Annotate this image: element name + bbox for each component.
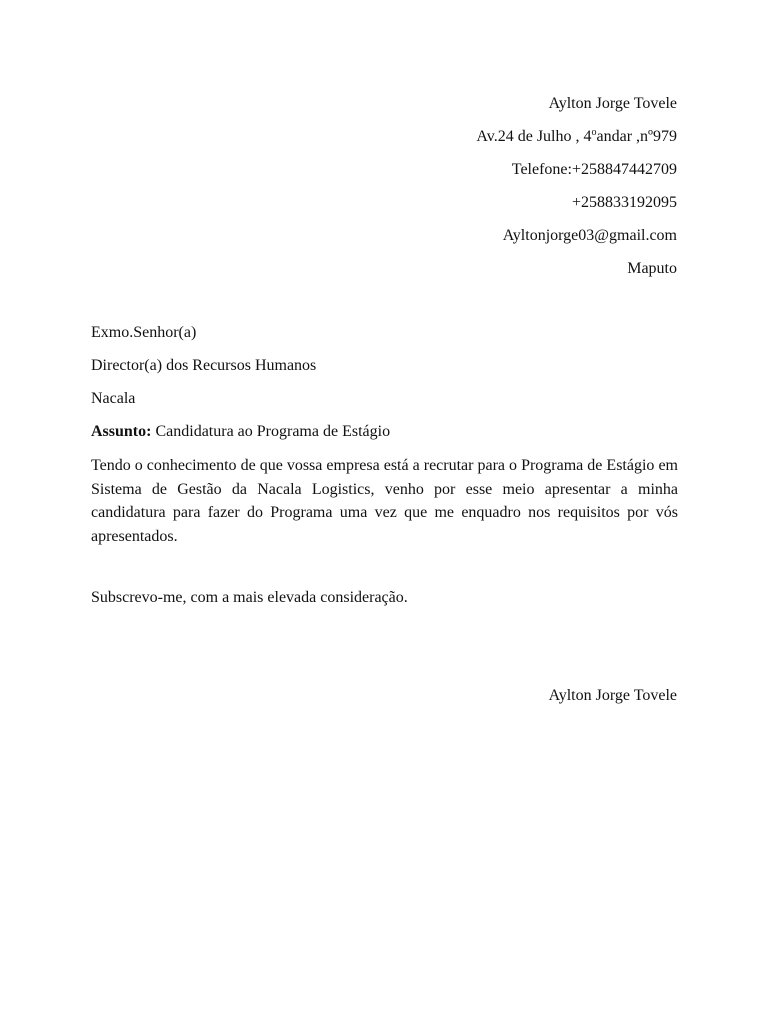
subject-line bbox=[91, 421, 390, 454]
sender-block bbox=[476, 93, 677, 291]
sender-phone-primary: Telefone:+258847442709 bbox=[511, 161, 677, 178]
closing-line: Subscrevo-me, com a mais elevada consideração. bbox=[91, 589, 408, 606]
sender-address-ordinal: o bbox=[591, 127, 597, 138]
sender-phone-secondary: +258833192095 bbox=[571, 194, 677, 211]
body-paragraph: Tendo o conhecimento de que vossa empresa está a recrutar para o Programa de Estágio em Sistema de Gestão da Nacala Logistics, venho por esse meio apresentar a minha candidatura para fazer do Programa uma vez que me enquadro nos requisitos por vós apresentados. bbox=[91, 457, 678, 545]
sender-city: Maputo bbox=[627, 260, 677, 277]
sender-address-end: andar ,nº979 bbox=[596, 128, 677, 145]
sender-email: Ayltonjorge03@gmail.com bbox=[502, 227, 677, 244]
sender-address-start: Av.24 de Julho , 4 bbox=[476, 128, 592, 145]
sender-name: Aylton Jorge Tovele bbox=[548, 95, 677, 112]
sender-address bbox=[476, 126, 677, 159]
signature-name: Aylton Jorge Tovele bbox=[548, 687, 677, 704]
recipient-salutation: Exmo.Senhor(a) bbox=[91, 324, 197, 341]
recipient-location: Nacala bbox=[91, 390, 136, 407]
subject-label: Assunto: bbox=[91, 423, 152, 440]
recipient-block bbox=[91, 322, 390, 454]
recipient-title: Director(a) dos Recursos Humanos bbox=[91, 357, 317, 374]
subject-text: Candidatura ao Programa de Estágio bbox=[151, 423, 391, 440]
